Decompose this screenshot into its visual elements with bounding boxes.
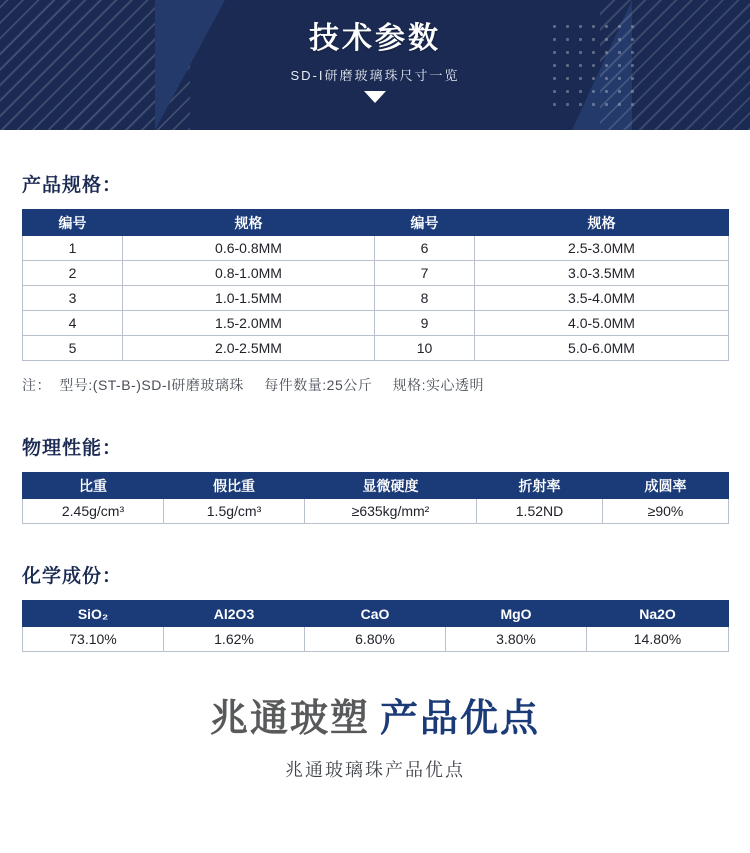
cell: 6.80% <box>305 627 446 652</box>
table-row <box>23 336 729 361</box>
cell: ≥635kg/mm² <box>305 499 477 524</box>
cell: 8 <box>375 286 475 311</box>
table-row <box>23 261 729 286</box>
spec-col-size-1: 规格 <box>123 210 375 236</box>
spec-col-no-2: 编号 <box>375 210 475 236</box>
cell: 1.62% <box>164 627 305 652</box>
cell: 3.0-3.5MM <box>475 261 729 286</box>
cell: 14.80% <box>587 627 729 652</box>
section-title-physical: 物理性能： <box>22 438 123 459</box>
footer-block <box>22 698 728 782</box>
section-title-chemical: 化学成份： <box>22 566 123 587</box>
note-part-quantity: 每件数量:25公斤 <box>264 377 373 393</box>
table-header-row <box>23 473 729 499</box>
cell: 4.0-5.0MM <box>475 311 729 336</box>
footer-advantage-title: 产品优点 <box>380 698 541 740</box>
cell: 6 <box>375 236 475 261</box>
triangle-down-icon <box>364 91 386 103</box>
cell: 1.52ND <box>477 499 603 524</box>
table-row <box>23 311 729 336</box>
banner-content <box>0 0 750 130</box>
note-part-type: 规格:实心透明 <box>392 377 485 393</box>
physical-col-refractive-index: 折射率 <box>477 473 603 499</box>
section-title-spec: 产品规格： <box>22 175 123 196</box>
table-row <box>23 627 729 652</box>
cell: 5 <box>23 336 123 361</box>
cell: 7 <box>375 261 475 286</box>
spec-note <box>22 375 728 395</box>
cell: 1.0-1.5MM <box>123 286 375 311</box>
cell: 0.6-0.8MM <box>123 236 375 261</box>
chemical-col-mgo: MgO <box>446 601 587 627</box>
spec-col-no-1: 编号 <box>23 210 123 236</box>
cell: 1.5-2.0MM <box>123 311 375 336</box>
cell: 10 <box>375 336 475 361</box>
note-part-model: 型号:(ST-B-)SD-I研磨玻璃珠 <box>59 377 244 393</box>
physical-col-hardness: 显微硬度 <box>305 473 477 499</box>
cell: 2.5-3.0MM <box>475 236 729 261</box>
cell: 3 <box>23 286 123 311</box>
table-row <box>23 286 729 311</box>
note-label: 注： <box>22 377 51 393</box>
document-content <box>0 170 750 782</box>
cell: 3.80% <box>446 627 587 652</box>
physical-col-bulk-density: 假比重 <box>164 473 305 499</box>
cell: 2.0-2.5MM <box>123 336 375 361</box>
physical-col-density: 比重 <box>23 473 164 499</box>
cell: 3.5-4.0MM <box>475 286 729 311</box>
cell: 73.10% <box>23 627 164 652</box>
header-banner <box>0 0 750 130</box>
chemical-composition-table <box>22 600 729 652</box>
spec-table <box>22 209 729 361</box>
cell: 1.5g/cm³ <box>164 499 305 524</box>
cell: 5.0-6.0MM <box>475 336 729 361</box>
cell: 2 <box>23 261 123 286</box>
chemical-col-cao: CaO <box>305 601 446 627</box>
banner-subtitle: SD-I研磨玻璃珠尺寸一览 <box>290 68 460 83</box>
spec-col-size-2: 规格 <box>475 210 729 236</box>
cell: 4 <box>23 311 123 336</box>
cell: 1 <box>23 236 123 261</box>
cell: 9 <box>375 311 475 336</box>
chemical-col-sio2: SiO₂ <box>23 601 164 627</box>
cell: 0.8-1.0MM <box>123 261 375 286</box>
table-row <box>23 499 729 524</box>
table-header-row <box>23 210 729 236</box>
footer-headline <box>22 698 728 742</box>
physical-col-roundness: 成圆率 <box>603 473 729 499</box>
footer-brand: 兆通玻塑 <box>209 698 370 740</box>
table-row <box>23 236 729 261</box>
cell: ≥90% <box>603 499 729 524</box>
physical-properties-table <box>22 472 729 524</box>
cell: 2.45g/cm³ <box>23 499 164 524</box>
chemical-col-al2o3: Al2O3 <box>164 601 305 627</box>
chemical-col-na2o: Na2O <box>587 601 729 627</box>
banner-title: 技术参数 <box>309 22 441 55</box>
footer-subtitle: 兆通玻璃珠产品优点 <box>285 759 465 780</box>
table-header-row <box>23 601 729 627</box>
